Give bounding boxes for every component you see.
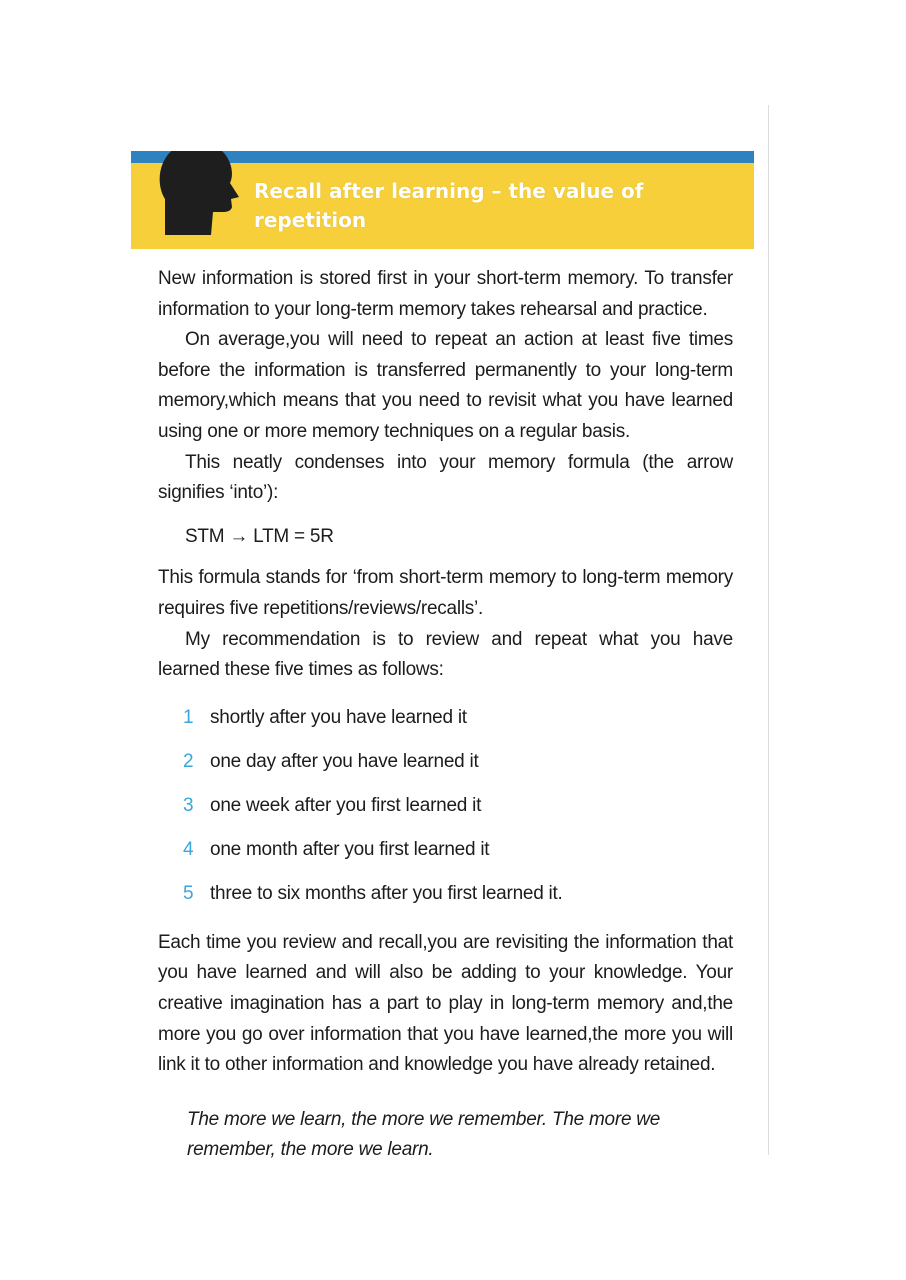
paragraph-formula-intro: This neatly condenses into your memory formula (the arrow signifies ‘into’): [158, 451, 733, 504]
list-item [183, 696, 733, 740]
step-text: three to six months after you first learned it. [210, 882, 563, 904]
list-item [183, 784, 733, 828]
list-item [183, 740, 733, 784]
paragraph-formula-meaning: This formula stands for ‘from short-term memory to long-term memory requires five repetitions/reviews/recalls’. [158, 567, 733, 619]
section-banner [131, 151, 754, 249]
step-text: one month after you first learned it [210, 838, 490, 860]
step-text: one week after you first learned it [210, 794, 482, 816]
step-text: one day after you have learned it [210, 750, 479, 772]
step-number: 1 [183, 706, 194, 728]
paragraph-intro: New information is stored first in your short-term memory. To transfer information to your long-term memory takes rehearsal and practice. [158, 268, 733, 320]
section-title: Recall after learning – the value of repetition [254, 179, 644, 232]
page-edge-line [768, 105, 769, 1155]
list-item [183, 872, 733, 916]
step-text: shortly after you have learned it [210, 706, 467, 728]
step-number: 2 [183, 750, 194, 772]
paragraph-review-recall: Each time you review and recall,you are revisiting the information that you have learned and will also be adding to your knowledge. Your creative imagination has a part to play in long-term memory and,the more you go over information that you have learned,the more you will link it to other information and knowledge you have already retained. [158, 931, 733, 1076]
paragraph-recommendation: My recommendation is to review and repeat what you have learned these five times as follows: [158, 628, 733, 681]
memory-formula: STM → LTM = 5R [185, 525, 334, 547]
body-text [158, 264, 733, 1166]
step-number: 4 [183, 838, 194, 860]
head-silhouette-icon [157, 151, 239, 235]
list-item [183, 828, 733, 872]
paragraph-average: On average,you will need to repeat an action at least five times before the information is transferred permanently to your long-term memory,which means that you need to revisit what you have learned using one or more memory techniques on a regular basis. [158, 329, 733, 442]
review-steps-list [158, 696, 733, 916]
step-number: 5 [183, 882, 194, 904]
closing-quote: The more we learn, the more we remember. The more we remember, the more we learn. [187, 1108, 661, 1161]
step-number: 3 [183, 794, 194, 816]
